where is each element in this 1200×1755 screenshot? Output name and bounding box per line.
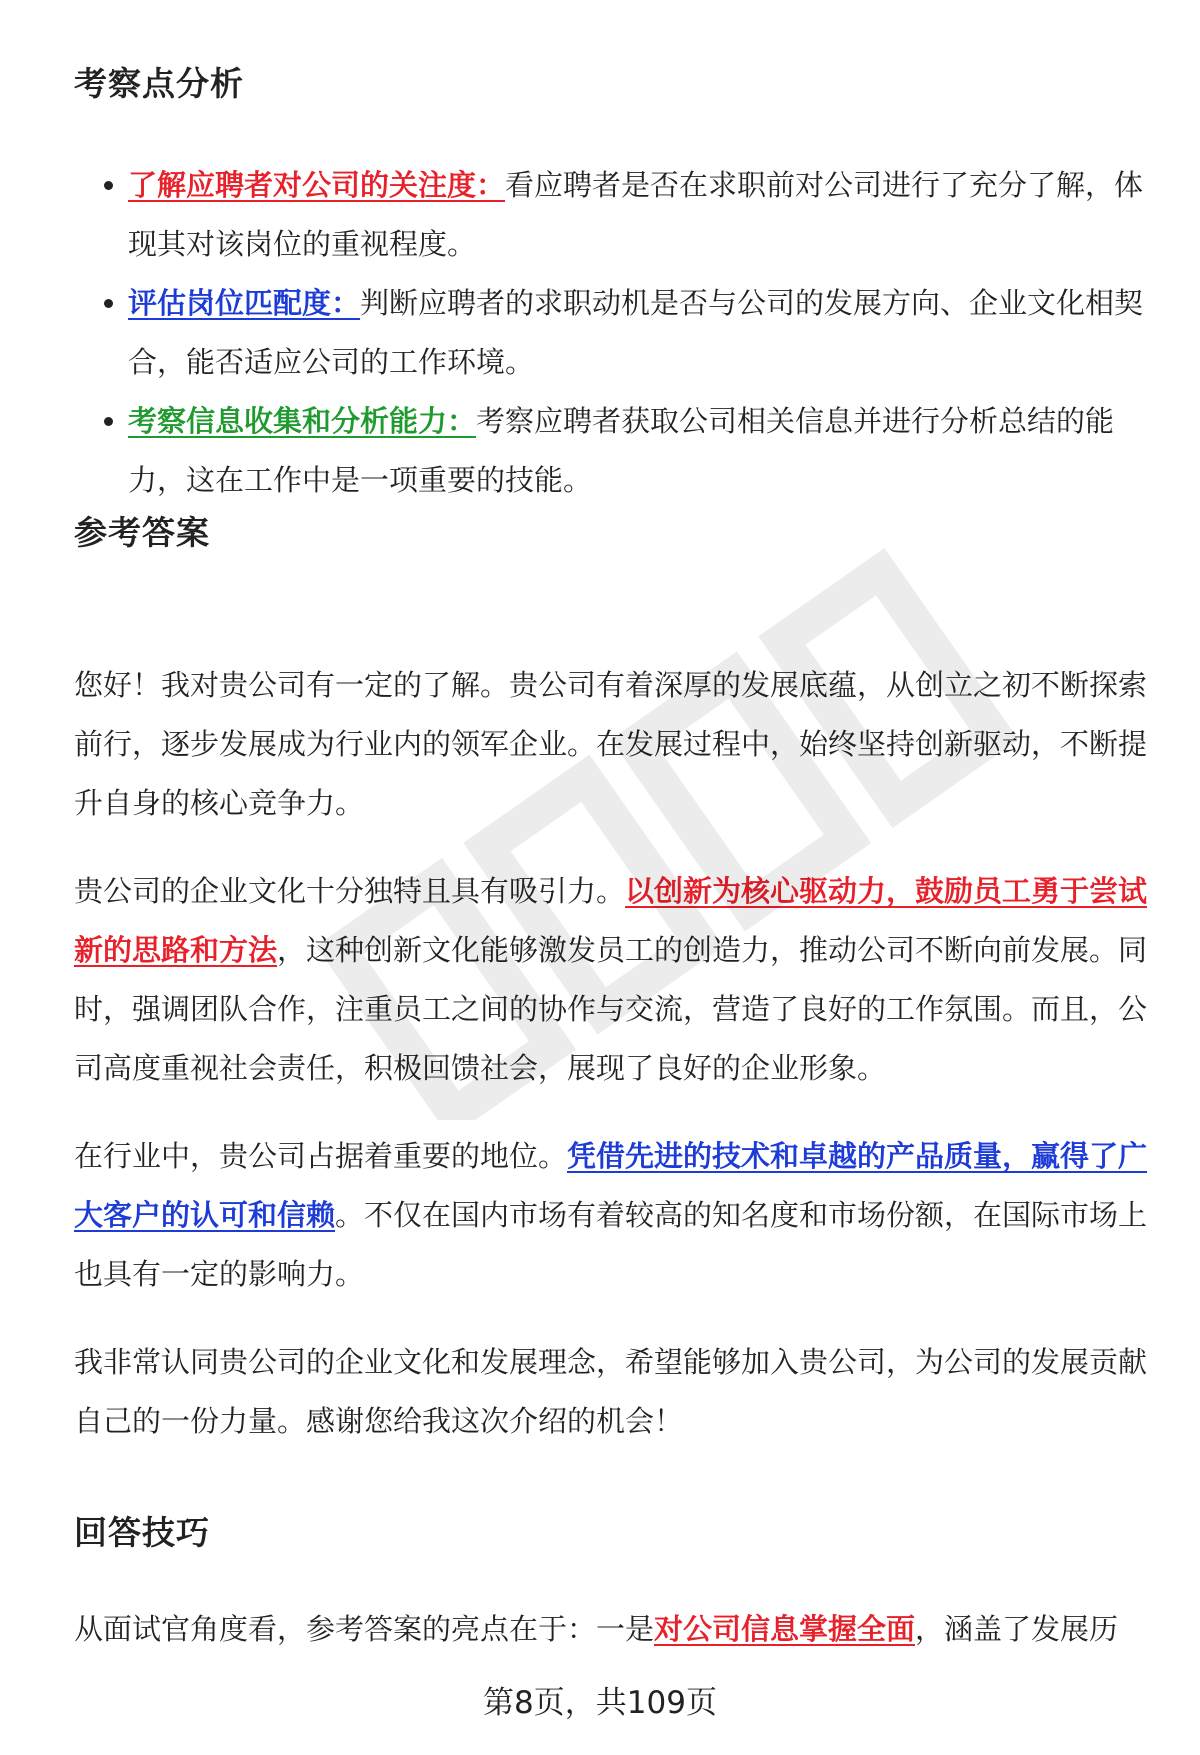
bullet-dot-icon bbox=[104, 299, 113, 308]
bullet-dot-icon bbox=[104, 417, 113, 426]
bullet-text: 考察应聘者获取公司相关信息并进行分析总结的能力，这在工作中是一项重要的技能。 bbox=[128, 404, 1115, 497]
answer-text: 在行业中，贵公司占据着重要的地位。 bbox=[74, 1139, 568, 1173]
tips-text: ，涵盖了发展历 bbox=[915, 1612, 1119, 1646]
bullet-highlight: 考察信息收集和分析能力： bbox=[128, 404, 477, 438]
answer-paragraph-2 bbox=[74, 862, 1148, 1098]
list-item bbox=[74, 274, 1148, 392]
answer-paragraph-1: 您好！我对贵公司有一定的了解。贵公司有着深厚的发展底蕴，从创立之初不断探索前行，逐步发展成为行业内的领军企业。在发展过程中，始终坚持创新驱动，不断提升自身的核心竞争力。 bbox=[74, 668, 1148, 820]
tips-highlight: 对公司信息掌握全面 bbox=[654, 1612, 916, 1646]
page-footer: 第8页，共109页 bbox=[483, 1685, 717, 1721]
list-item bbox=[74, 392, 1148, 510]
list-item bbox=[74, 156, 1148, 274]
answer-paragraph-4: 我非常认同贵公司的企业文化和发展理念，希望能够加入贵公司，为公司的发展贡献自己的一份力量。感谢您给我这次介绍的机会！ bbox=[74, 1345, 1148, 1438]
answer-paragraph-3 bbox=[74, 1127, 1148, 1304]
answer-highlight: 凭借先进的技术和卓越的产品质量，赢得了广大客户的认可和信赖 bbox=[74, 1139, 1148, 1232]
analysis-list bbox=[74, 156, 1148, 510]
bullet-text: 看应聘者是否在求职前对公司进行了充分了解，体现其对该岗位的重视程度。 bbox=[128, 168, 1144, 261]
answer-text: 贵公司的企业文化十分独特且具有吸引力。 bbox=[74, 874, 626, 908]
tips-text: 从面试官角度看，参考答案的亮点在于：一是 bbox=[74, 1612, 655, 1646]
section-title-analysis: 考察点分析 bbox=[74, 64, 244, 103]
bullet-text: 判断应聘者的求职动机是否与公司的发展方向、企业文化相契合，能否适应公司的工作环境。 bbox=[128, 286, 1144, 379]
section-title-tips: 回答技巧 bbox=[74, 1513, 210, 1552]
section-title-answer: 参考答案 bbox=[74, 513, 210, 552]
answer-text: 。不仅在国内市场有着较高的知名度和市场份额，在国际市场上也具有一定的影响力。 bbox=[74, 1198, 1148, 1291]
answer-text: ，这种创新文化能够激发员工的创造力，推动公司不断向前发展。同时，强调团队合作，注重员工之间的协作与交流，营造了良好的工作氛围。而且，公司高度重视社会责任，积极回馈社会，展现了良好的企业形象。 bbox=[74, 933, 1148, 1085]
tips-paragraph bbox=[74, 1600, 1148, 1659]
bullet-highlight: 评估岗位匹配度： bbox=[128, 286, 361, 320]
bullet-dot-icon bbox=[104, 181, 113, 190]
bullet-highlight: 了解应聘者对公司的关注度： bbox=[128, 168, 506, 202]
answer-highlight: 以创新为核心驱动力，鼓励员工勇于尝试新的思路和方法 bbox=[74, 874, 1148, 967]
